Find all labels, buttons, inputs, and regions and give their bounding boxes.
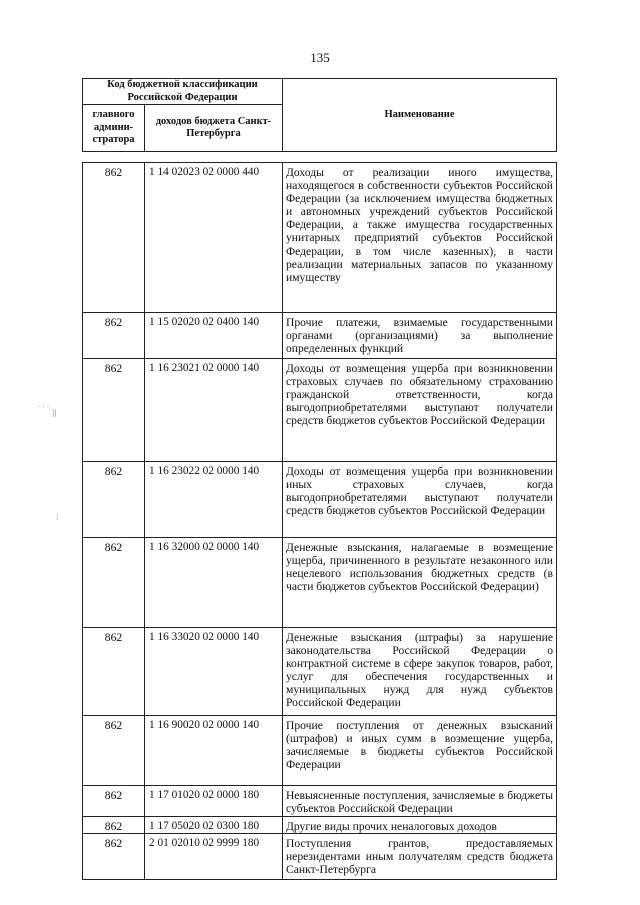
name-cell: Доходы от реализации иного имущества, находящегося в собственности субъектов Российской Федерации (за исключением имущества бюджетных и автономных учреждений субъектов Российской Федерации, а также имущества государственных унитарных предприятий субъектов Российской Федерации, в том числе казенных), в части реализации материальных запасов по указанному имуществу (283, 163, 557, 313)
header-name: Наименование (283, 79, 557, 152)
table-row (83, 716, 557, 786)
income-code-cell: 1 15 02020 02 0400 140 (145, 313, 283, 359)
name-cell: Невыясненные поступления, зачисляемые в бюджеты субъектов Российской Федерации (283, 786, 557, 817)
admin-code-cell: 862 (83, 786, 145, 817)
header-admin: главного админи-стратора (83, 105, 145, 152)
admin-code-cell: 862 (83, 163, 145, 313)
table-row (83, 313, 557, 359)
name-cell: Денежные взыскания, налагаемые в возмещение ущерба, причиненного в результате незаконного или нецелевого использования бюджетных средств (в части бюджетов субъектов Российской Федерации) (283, 538, 557, 628)
table-row (83, 462, 557, 538)
table-row (83, 834, 557, 880)
page-number: 135 (310, 50, 330, 65)
header-group-title: Код бюджетной классификации Российской Федерации (83, 79, 283, 105)
table-row (83, 817, 557, 834)
admin-code-cell: 862 (83, 538, 145, 628)
name-cell: Прочие платежи, взимаемые государственными органами (организациями) за выполнение определенных функций (283, 313, 557, 359)
income-code-cell: 1 16 23021 02 0000 140 (145, 359, 283, 462)
header-table (82, 78, 557, 152)
margin-mark: ¦ (56, 513, 59, 521)
income-code-cell: 1 14 02023 02 0000 440 (145, 163, 283, 313)
margin-mark: · · · (38, 403, 50, 411)
header-income: доходов бюджета Санкт-Петербурга (145, 105, 283, 152)
admin-code-cell: 862 (83, 628, 145, 716)
admin-code-cell: 862 (83, 313, 145, 359)
income-code-cell: 1 16 33020 02 0000 140 (145, 628, 283, 716)
income-code-cell: 1 17 01020 02 0000 180 (145, 786, 283, 817)
admin-code-cell: 862 (83, 834, 145, 880)
income-code-cell: 1 16 23022 02 0000 140 (145, 462, 283, 538)
income-code-cell: 1 16 90020 02 0000 140 (145, 716, 283, 786)
table-row (83, 628, 557, 716)
table-row (83, 538, 557, 628)
admin-code-cell: 862 (83, 359, 145, 462)
admin-code-cell: 862 (83, 716, 145, 786)
income-code-cell: 2 01 02010 02 9999 180 (145, 834, 283, 880)
name-cell: Поступления грантов, предоставляемых нерезидентами иным получателям средств бюджета Санкт-Петербурга (283, 834, 557, 880)
name-cell: Доходы от возмещения ущерба при возникновении страховых случаев по обязательному страхованию гражданской ответственности, когда выгодоприобретателями выступают получатели средств бюджетов субъектов Российской Федерации (283, 359, 557, 462)
classification-table (82, 162, 557, 880)
income-code-cell: 1 16 32000 02 0000 140 (145, 538, 283, 628)
admin-code-cell: 862 (83, 817, 145, 834)
name-cell: Денежные взыскания (штрафы) за нарушение законодательства Российской Федерации о контрактной системе в сфере закупок товаров, работ, услуг для обеспечения государственных и муниципальных нужд для нужд субъектов Российской Федерации (283, 628, 557, 716)
table-row (83, 163, 557, 313)
table-row (83, 786, 557, 817)
admin-code-cell: 862 (83, 462, 145, 538)
name-cell: Прочие поступления от денежных взысканий (штрафов) и иных сумм в возмещение ущерба, зачисляемые в бюджеты субъектов Российской Федерации (283, 716, 557, 786)
income-code-cell: 1 17 05020 02 0300 180 (145, 817, 283, 834)
name-cell: Другие виды прочих неналоговых доходов (283, 817, 557, 834)
name-cell: Доходы от возмещения ущерба при возникновении иных страховых случаев, когда выгодоприобретателями выступают получатели средств бюджетов субъектов Российской Федерации (283, 462, 557, 538)
margin-mark: || (52, 409, 57, 417)
table-row (83, 359, 557, 462)
